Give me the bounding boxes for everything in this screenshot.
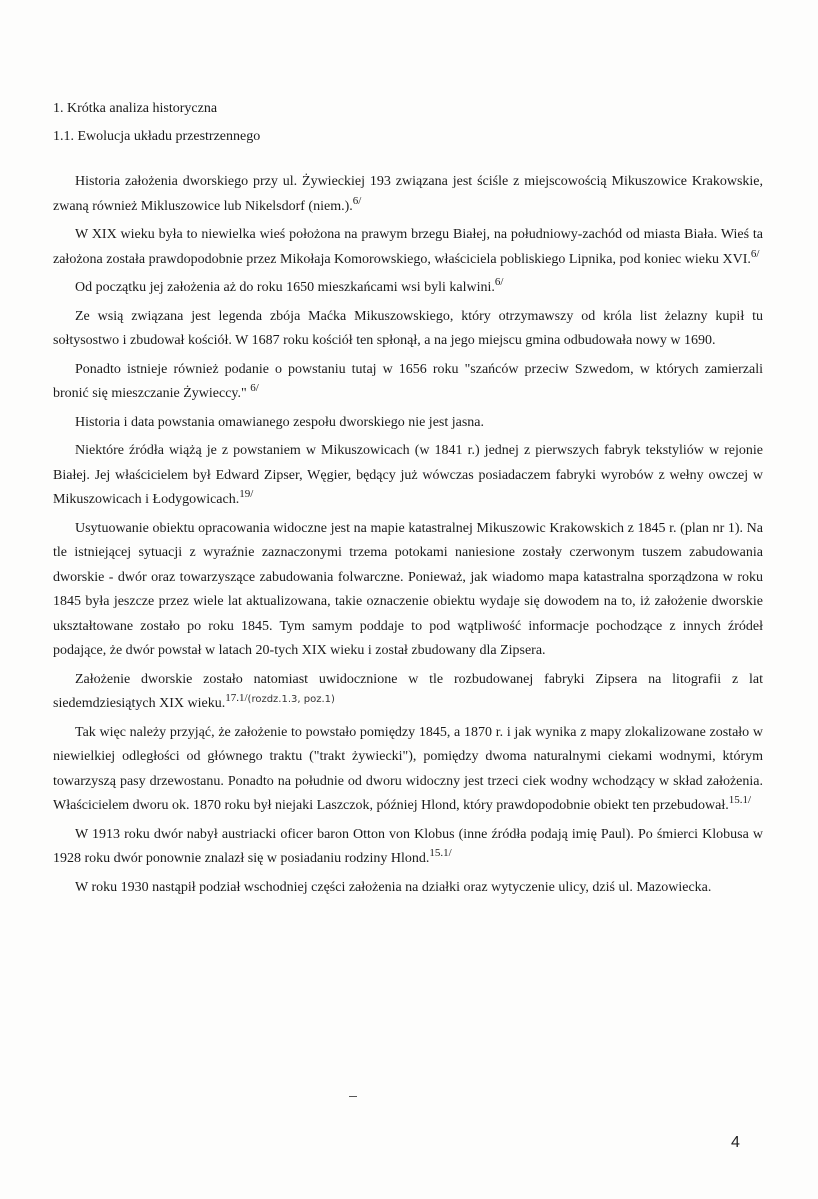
handwritten-note: (rozdz.1.3, poz.1) (247, 694, 335, 705)
paragraph (53, 358, 763, 407)
paragraph (53, 721, 763, 819)
paragraph (53, 276, 763, 301)
paragraph (53, 170, 763, 219)
stray-mark (349, 1096, 357, 1097)
footnote-ref: 15.1/ (429, 847, 452, 859)
paragraph-text: W roku 1930 nastąpił podział wschodniej części założenia na działki oraz wytyczenie ulicy, dziś ul. Mazowiecka. (75, 879, 712, 895)
paragraph (53, 411, 763, 436)
paragraph (53, 223, 763, 272)
footnote-ref: 6/ (750, 247, 760, 260)
paragraph (53, 876, 763, 901)
paragraph-text: Historia i data powstania omawianego zespołu dworskiego nie jest jasna. (75, 414, 485, 430)
body-text (53, 170, 763, 904)
paragraph-text: W XIX wieku była to niewielka wieś położona na prawym brzegu Białej, na południowy-zachód od miasta Biała. Wieś ta założona została prawdopodobnie przez Mikołaja Komorowskiego, właściciela pobliskiego Lipnika, pod koniec wieku XVI. (53, 227, 763, 267)
paragraph-text: Od początku jej założenia aż do roku 1650 mieszkańcami wsi byli kalwini. (75, 280, 495, 295)
paragraph-text: Ponadto istnieje również podanie o powstaniu tutaj w 1656 roku "szańców przeciw Szwedom, w których zamierzali bronić się mieszczanie Żywieccy." (53, 361, 763, 401)
footnote-ref: 6/ (494, 276, 504, 288)
paragraph (53, 305, 763, 354)
paragraph-text: W 1913 roku dwór nabył austriacki oficer baron Otton von Klobus (inne źródła podają imię Paul). Po śmierci Klobusa w 1928 roku dwór ponownie znalazł się w posiadaniu rodziny Hlond. (53, 826, 763, 866)
footnote-ref: 19/ (239, 488, 254, 500)
paragraph (53, 517, 763, 664)
page-number: 4 (731, 1134, 740, 1151)
paragraph-text: Historia założenia dworskiego przy ul. Żywieckiej 193 związana jest ściśle z miejscowością Mikuszowice Krakowskie, zwaną również Mikluszowice lub Nikelsdorf (niem.). (53, 174, 763, 214)
footnote-ref: 17.1/ (225, 692, 248, 704)
footnote-ref: 15.1/ (728, 794, 752, 806)
footnote-ref: 6/ (352, 194, 362, 207)
paragraph-text: Niektóre źródła wiążą je z powstaniem w Mikuszowicach (w 1841 r.) jednej z pierwszych fabryk tekstyliów w rejonie Białej. Jej właścicielem był Edward Zipser, Węgier, będący już wówczas posiadaczem fabryki wyrobów z wełny owczej w Mikuszowicach i Łodygowicach. (53, 443, 763, 507)
paragraph (53, 439, 763, 513)
footnote-ref: 6/ (250, 382, 259, 394)
section-heading: 1. Krótka analiza historyczna (53, 101, 218, 116)
paragraph-text: Tak więc należy przyjąć, że założenie to powstało pomiędzy 1845, a 1870 r. i jak wynika z mapy zlokalizowane zostało w niewielkiej odległości od głównego traktu ("trakt żywiecki"), pomiędzy dwoma naturalnymi ciekami wodnymi, którym towarzyszą pasy drzewostanu. Ponadto na południe od dworu widoczny jest trzeci ciek wodny wchodzący w skład założenia. Właścicielem dworu ok. 1870 roku był niejaki Laszczok, później Hlond, który prawdopodobnie obiekt ten przebudował. (53, 724, 763, 813)
paragraph-text: Usytuowanie obiektu opracowania widoczne jest na mapie katastralnej Mikuszowic Krakowskich z 1845 r. (plan nr 1). Na tle istniejącej sytuacji z wyraźnie zaznaczonymi trzema potokami naniesione zostały czerwonym tuszem zabudowania dworskie - dwór oraz towarzyszące zabudowania folwarczne. Ponieważ, jak wiadomo mapa katastralna sporządzona w roku 1845 była jeszcze przez wiele lat aktualizowana, takie oznaczenie obiektu wydaje się dowodem na to, iż założenie dworskie ukształtowane zostało po roku 1845. Tym samym poddaje to pod wątpliwość informacje pochodzące z innych źródeł podające, że dwór powstał w latach 20-tych XIX wieku i został zbudowany dla Zipsera. (53, 520, 763, 658)
paragraph-text: Założenie dworskie zostało natomiast uwidocznione w tle rozbudowanej fabryki Zipsera na litografii z lat siedemdziesiątych XIX wieku. (53, 671, 763, 711)
paragraph (53, 823, 763, 872)
paragraph (53, 668, 763, 717)
subsection-heading: 1.1. Ewolucja układu przestrzennego (53, 129, 261, 144)
paragraph-text: Ze wsią związana jest legenda zbója Maćka Mikuszowskiego, który otrzymawszy od króla list żelazny kupił tu sołtysostwo i zbudował kościół. W 1687 roku kościół ten spłonął, a na jego miejscu gmina odbudowała nowy w 1690. (53, 308, 763, 348)
